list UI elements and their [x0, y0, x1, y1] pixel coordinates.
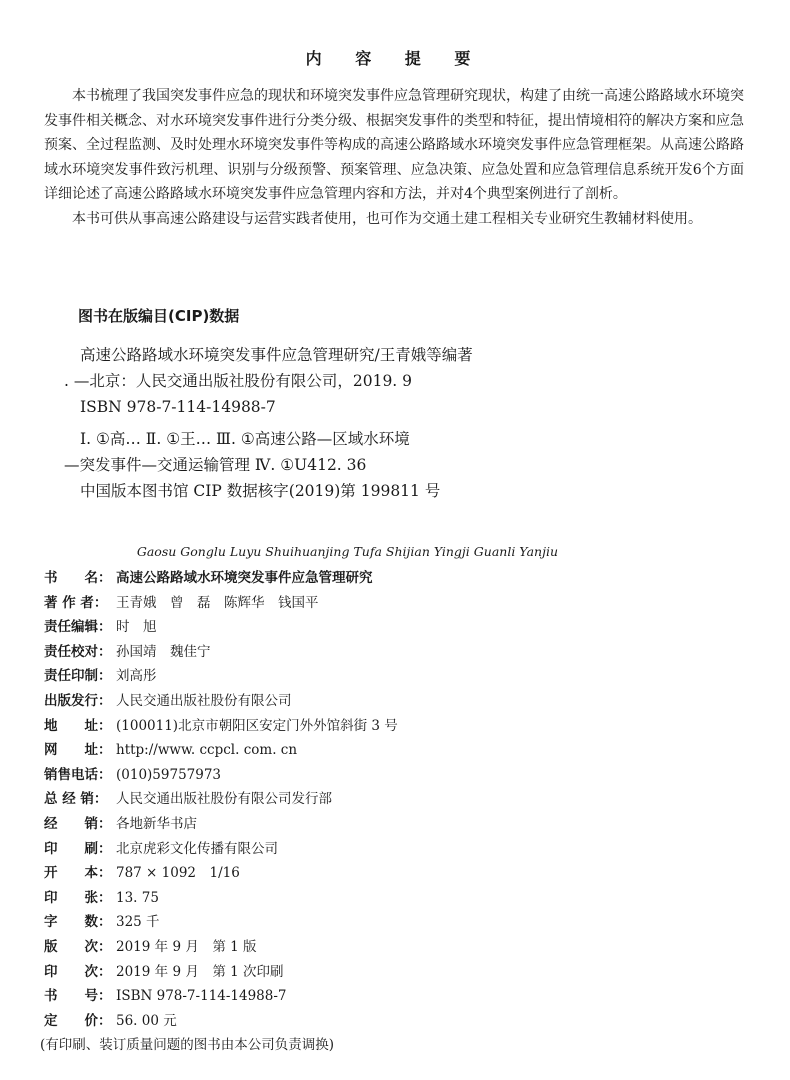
colophon-label: 总 经 销： — [44, 791, 108, 808]
colophon-label: 经 销： — [44, 815, 112, 832]
colophon-row-address — [44, 714, 764, 739]
summary-paragraph: 本书梳理了我国突发事件应急的现状和环境突发事件应急管理研究现状，构建了由统一高速公路路域水环境突发事件相关概念、对水环境突发事件进行分类分级、根据突发事件的类型和特征，提出情境相符的解决方案和应急预案、全过程监测、及时处理水环境突发事件等构成的高速公路路域水环境突发事件应急管理框架。从高速公路路域水环境突发事件致污机理、识别与分级预警、预案管理、应急决策、应急处置和应急管理信息系统开发6个方面详细论述了高速公路路域水环境突发事件应急管理内容和方法，并对4个典型案例进行了剖析。 — [44, 88, 744, 203]
colophon-label: 责任校对： — [44, 643, 112, 660]
colophon-row-editor — [44, 615, 764, 640]
quality-notice: (有印刷、装订质量问题的图书由本公司负责调换) — [40, 1037, 335, 1054]
colophon-row-word-count — [44, 910, 764, 935]
colophon-row-printing — [44, 960, 764, 985]
colophon-row-sales-phone — [44, 763, 764, 788]
cip-subject-line: Ⅰ. ①高… Ⅱ. ①王… Ⅲ. ①高速公路—区域水环境 — [80, 430, 410, 448]
colophon-label: 责任编辑： — [44, 619, 112, 636]
colophon-value: 787 × 1092 1/16 — [116, 865, 240, 882]
colophon-value: 刘高彤 — [116, 668, 157, 685]
cip-record-number: 中国版本图书馆 CIP 数据核字(2019)第 199811 号 — [80, 482, 441, 500]
colophon-value: 2019 年 9 月 第 1 版 — [116, 938, 257, 955]
summary-paragraph: 本书可供从事高速公路建设与运营实践者使用，也可作为交通土建工程相关专业研究生教辅材料使用。 — [72, 210, 702, 227]
pinyin-title: Gaosu Gonglu Luyu Shuihuanjing Tufa Shijian Yingji Guanli Yanjiu — [136, 544, 558, 559]
colophon-value: 时 旭 — [116, 619, 157, 636]
cip-publisher-line: . —北京：人民交通出版社股份有限公司，2019. 9 — [64, 372, 413, 390]
summary-title: 内 容 提 要 — [305, 49, 485, 68]
colophon-label: 开 本： — [44, 865, 112, 882]
colophon-row-proofreader — [44, 640, 764, 665]
colophon-row-retailer — [44, 812, 764, 837]
colophon-value: 人民交通出版社股份有限公司 — [116, 692, 292, 709]
colophon-value: 325 千 — [116, 914, 160, 931]
colophon-value: 56. 00 元 — [116, 1012, 177, 1029]
colophon-value: 各地新华书店 — [116, 815, 197, 832]
colophon-label: 版 次： — [44, 938, 112, 955]
colophon-label: 著 作 者： — [44, 594, 108, 611]
colophon-row-format — [44, 861, 764, 886]
cip-record — [64, 342, 544, 504]
colophon-value: (010)59757973 — [116, 766, 222, 783]
colophon-row-sheets — [44, 886, 764, 911]
cip-heading: 图书在版编目(CIP)数据 — [78, 307, 240, 325]
colophon-label: 印 次： — [44, 963, 112, 980]
colophon-row-distributor — [44, 787, 764, 812]
colophon-label: 书 号： — [44, 988, 112, 1005]
colophon-value: 北京虎彩文化传播有限公司 — [116, 840, 278, 857]
summary-body — [44, 84, 744, 232]
colophon-value: 高速公路路域水环境突发事件应急管理研究 — [116, 570, 373, 586]
colophon-row-isbn — [44, 984, 764, 1009]
colophon-label: 字 数： — [44, 914, 112, 931]
colophon-row-printer — [44, 837, 764, 862]
colophon-value: ISBN 978-7-114-14988-7 — [116, 988, 287, 1005]
cip-isbn-line: ISBN 978-7-114-14988-7 — [80, 398, 276, 416]
colophon-label: 销售电话： — [44, 766, 112, 783]
colophon-row-website — [44, 738, 764, 763]
colophon-label: 印 刷： — [44, 840, 112, 857]
colophon-row-print-supervisor — [44, 664, 764, 689]
colophon-row-author — [44, 591, 764, 616]
colophon-label: 地 址： — [44, 717, 112, 734]
colophon-row-publisher — [44, 689, 764, 714]
colophon-value: 王青娥 曾 磊 陈辉华 钱国平 — [116, 594, 319, 611]
colophon-row-edition — [44, 935, 764, 960]
colophon-label: 责任印制： — [44, 668, 112, 685]
colophon — [40, 566, 764, 1058]
colophon-label: 印 张： — [44, 889, 112, 906]
colophon-label: 出版发行： — [44, 692, 112, 709]
colophon-value: 13. 75 — [116, 889, 159, 906]
colophon-row-price — [44, 1009, 764, 1034]
colophon-row-title — [44, 566, 764, 591]
cip-title-line: 高速公路路域水环境突发事件应急管理研究/王青娥等编著 — [80, 346, 473, 364]
colophon-label: 定 价： — [44, 1012, 112, 1029]
colophon-value: (100011)北京市朝阳区安定门外外馆斜街 3 号 — [116, 717, 398, 734]
colophon-value: 人民交通出版社股份有限公司发行部 — [116, 791, 332, 808]
colophon-value: http://www. ccpcl. com. cn — [116, 742, 298, 759]
colophon-label: 书 名： — [44, 570, 112, 586]
cip-subject-line: —突发事件—交通运输管理 Ⅳ. ①U412. 36 — [64, 456, 367, 474]
colophon-value: 孙国靖 魏佳宁 — [116, 643, 211, 660]
colophon-label: 网 址： — [44, 742, 112, 759]
colophon-value: 2019 年 9 月 第 1 次印刷 — [116, 963, 284, 980]
